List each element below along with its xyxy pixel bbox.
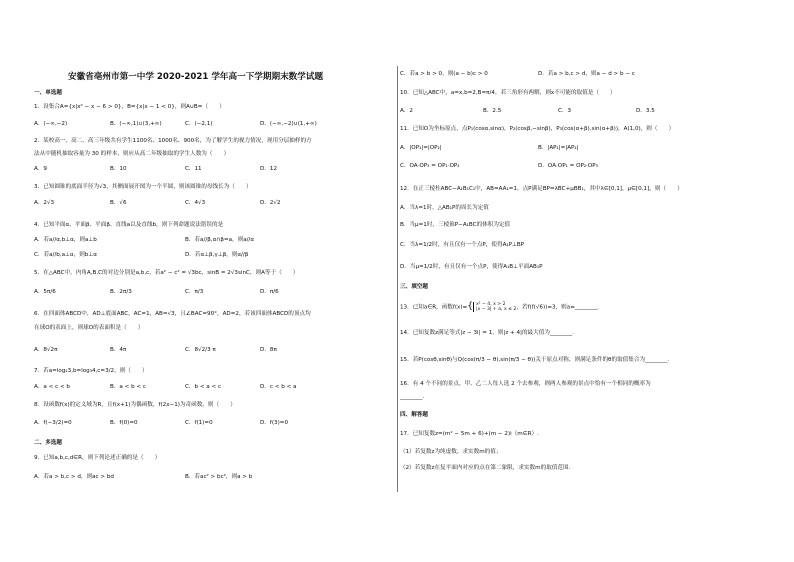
question-15: 15．若P(cosθ,sinθ)与Q(cos(π/3 − θ),sin(π/3 − θ))关于原点对称，则满足条件的θ的取值集合为________.: [400, 357, 670, 363]
q9-option-c: C．若a > b > 0，则(a − b)c > 0: [400, 71, 488, 77]
question-16-line-2: ________.: [400, 394, 425, 400]
q5-option-d: D．π/6: [260, 289, 279, 295]
q3-option-b: B．√6: [110, 200, 127, 206]
question-2-line-2: 法从中随机抽取容量为 30 的样本，则应从高二年级抽取的学生人数为（ ）: [34, 151, 230, 157]
q4-option-a: A．若a//α,b⊥α，则a⊥b: [34, 237, 97, 243]
q13-prefix: 13．已知a∈R，函数f(x)=: [400, 304, 468, 311]
q3-option-a: A．2√3: [34, 200, 55, 206]
q4-option-c: C．若a//b,a⊥α，则b⊥α: [34, 252, 97, 258]
piecewise-brace: {: [467, 301, 473, 312]
q9-option-a: A．若a > b,c > d，则ac > bd: [34, 474, 114, 480]
q13-suffix: ，若f(f(√6))=3，则a=________.: [516, 304, 600, 311]
q10-option-c: C．3: [558, 108, 572, 114]
question-10: 10．已知△ABC中，a=x,b=2,B=π/4，若三角形有两解，则x不可能的取值是（ ）: [400, 90, 616, 96]
question-8: 8．设函数f(x)的定义域为R，且f(x+1)为偶函数，f(2x−1)为奇函数，则（ ）: [34, 402, 236, 408]
q12-option-c: C．当λ=1/2时，有且仅有一个点P，使得A₁P⊥BP: [400, 242, 525, 248]
q13-case-1: x² − 4, x > 2: [475, 302, 506, 307]
question-14: 14．已知复数z满足等式|z − 3i| = 1，则|z + 4|的最大值为________.: [400, 330, 575, 336]
q6-option-c: C．8√2/3 π: [185, 347, 216, 353]
q12-option-a: A．当λ=1时，△AB₁P的周长为定值: [400, 205, 489, 211]
q12-option-d: D．当μ=1/2时，有且仅有一个点P，使得A₁B⊥平面AB₁P: [400, 264, 543, 270]
right-column: [398, 0, 794, 562]
q2-option-d: D．12: [260, 166, 278, 172]
question-13: [400, 302, 599, 312]
question-9: 9．已知a,b,c,d∈R，则下列论述正确的是（ ）: [34, 455, 161, 461]
q10-option-b: B．2.5: [483, 108, 502, 114]
question-11: 11．已知O为坐标原点，点P₁(cosα,sinα)，P₂(cosβ,−sinβ)，P₃(cos(α+β),sin(α+β))，A(1,0)，则（ ）: [400, 126, 675, 132]
q6-option-b: B．4π: [110, 347, 127, 353]
piecewise-cases: [473, 302, 516, 312]
question-17: 17．已知复数z=(m² − 5m + 6)+(m − 2)i（m∈R）.: [400, 431, 539, 437]
q13-case-2: |x − 3| + a, x ≤ 2: [475, 307, 517, 313]
q5-option-a: A．5π/6: [34, 289, 56, 295]
section-heading-fill-in: 三、填空题: [400, 284, 428, 290]
q1-option-b: B．(−∞,1)∪(3,+∞): [110, 121, 162, 127]
q12-option-b: B．当μ=1时，三棱锥P−A₁BC的体积为定值: [400, 222, 511, 228]
q2-option-b: B．10: [110, 166, 127, 172]
q11-option-d: D．OA·OP₁ = OP₂·OP₃: [538, 163, 598, 169]
q8-option-d: D．f(3)=0: [260, 420, 289, 426]
question-2-line-1: 2．某校高一、高二、高三年级共有学生1100名、1000名、900名，为了解学生的视力情况，现用分层抽样的方: [34, 138, 312, 144]
question-12: 12．在正三棱柱ABC−A₁B₁C₁中，AB=AA₁=1，点P满足BP=λBC+μBB₁，其中λ∈[0,1]，μ∈[0,1]，则（ ）: [400, 186, 683, 192]
q7-option-b: B．a < b < c: [110, 384, 146, 390]
q7-option-d: D．c < b < a: [260, 384, 297, 390]
q5-option-b: B．2π/3: [110, 289, 132, 295]
q3-option-c: C．4√3: [185, 200, 206, 206]
q3-option-d: D．2√2: [260, 200, 281, 206]
q7-option-a: A．a < c < b: [34, 384, 70, 390]
q10-option-d: D．3.5: [636, 108, 655, 114]
q11-option-b: B．|AP₁|=|AP₂|: [538, 145, 579, 151]
question-6-line-2: 在球O的表面上，则球O的表面积是（ ）: [34, 325, 144, 331]
q4-option-b: B．若a//β,α∩β=a，则a//α: [185, 237, 255, 243]
section-heading-single-choice: 一、单选题: [34, 90, 62, 96]
q6-option-a: A．8√2π: [34, 347, 58, 353]
q2-option-a: A．9: [34, 166, 47, 172]
q1-option-a: A．(−∞,−2): [34, 121, 68, 127]
question-5: 5．在△ABC中，内角A,B,C的对边分别是a,b,c，若a² − c² = √3bc，sinB = 2√3sinC，则A等于（ ）: [34, 270, 299, 276]
question-17-part-2: （2）若复数z在复平面内对应的点在第二象限，求实数m的取值范围.: [400, 465, 571, 471]
section-heading-multi-choice: 二、多选题: [34, 440, 62, 446]
q4-option-d: D．若α⊥β,γ⊥β，则α//β: [185, 252, 249, 258]
question-3: 3．已知圆锥的底面半径为√3，其侧面展开图为一个半圆，则该圆锥的母线长为（ ）: [34, 184, 252, 190]
question-7: 7．若a=log₂3,b=log₃4,c=3/2，则（ ）: [34, 368, 148, 374]
question-1: 1．设集合A={x|x² − x − 6 > 0}，B={x|x − 1 < 0}，则A∪B=（ ）: [34, 104, 225, 110]
q1-option-c: C．(−2,1): [185, 121, 213, 127]
q7-option-c: C．b < a < c: [185, 384, 222, 390]
q11-option-a: A．|OP₁|=|OP₂|: [400, 145, 442, 151]
q5-option-c: C．π/3: [185, 289, 204, 295]
q2-option-c: C．11: [185, 166, 202, 172]
question-16-line-1: 16．有 4 个不同的景点，甲、乙二人每人选 2 个去参观，则两人参观的景点中恰有一个相同的概率为: [400, 381, 651, 387]
q8-option-a: A．f(−3/2)=0: [34, 420, 72, 426]
exam-title: 安徽省亳州市第一中学 2020-2021 学年高一下学期期末数学试题: [68, 72, 324, 82]
q9-option-d: D．若a > b,c > d，则a − d > b − c: [538, 71, 635, 77]
q10-option-a: A．2: [400, 108, 413, 114]
question-4: 4．已知平面α、平面β、平面β、直线a以及直线b，则下列命题说法错误的是: [34, 222, 224, 228]
question-17-part-1: （1）若复数z为纯虚数，求实数m的值；: [400, 449, 502, 455]
section-heading-free-response: 四、解答题: [400, 412, 428, 418]
q8-option-b: B．f(0)=0: [110, 420, 138, 426]
question-6-line-1: 6．在四面体ABCD中，AD⊥底面ABC，AC=1，AB=√3，且∠BAC=90°，AD=2，若该四面体ABCD的顶点均: [34, 311, 311, 317]
q1-option-d: D．(−∞,−2)∪(1,+∞): [260, 121, 317, 127]
q9-option-b: B．若ac² > bc²，则a > b: [185, 474, 253, 480]
q8-option-c: C．f(1)=0: [185, 420, 213, 426]
q11-option-c: C．OA·OP₃ = OP₁·OP₂: [400, 163, 460, 169]
q6-option-d: D．8π: [260, 347, 277, 353]
